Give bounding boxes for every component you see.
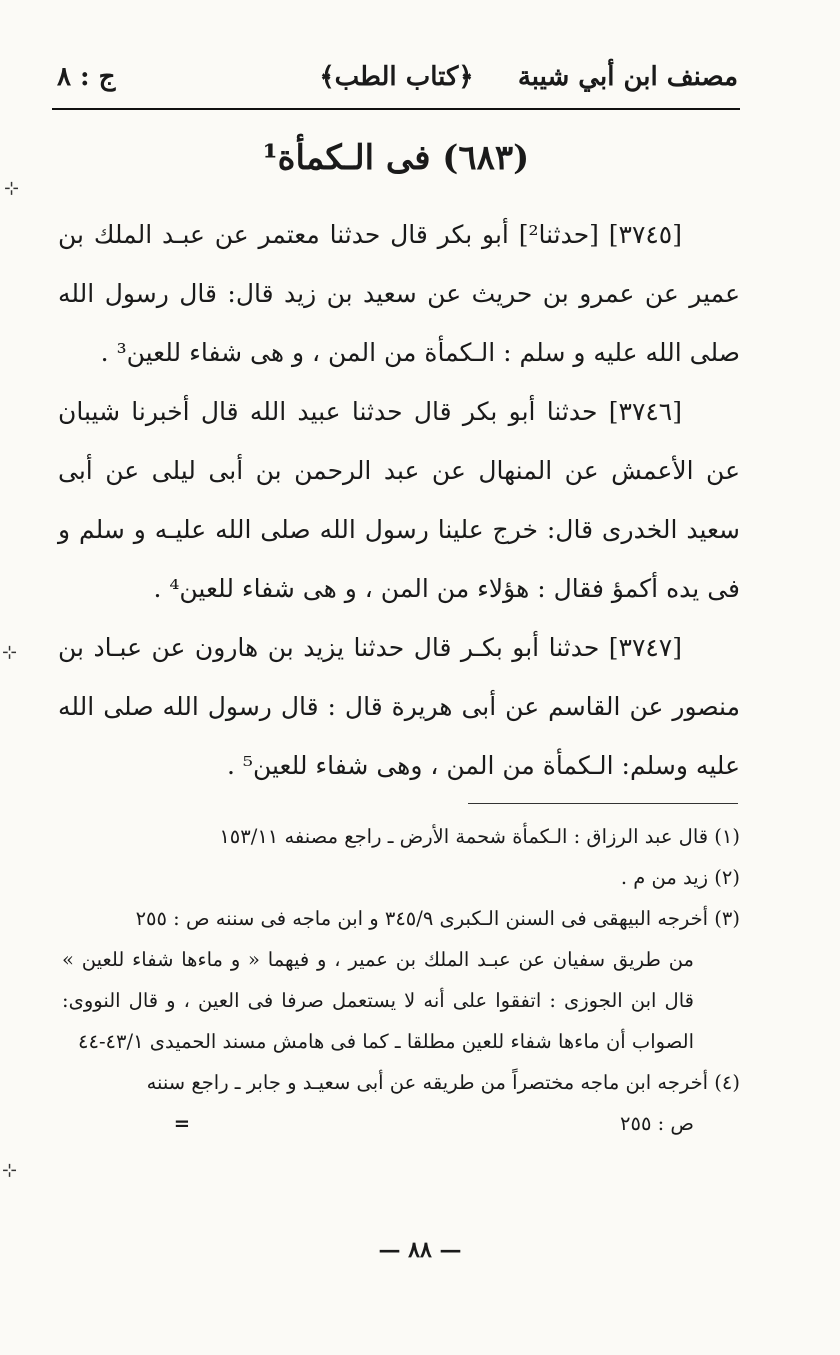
hadith-3746: [٣٧٤٦] حدثنا أبو بكر قال حدثنا عبيد الله قال أخبرنا شيبان عن الأعمش عن المنهال عن عبد الرحمن بن أبى ليلى عن أبى سعيد الخدرى قال: خرج علينا رسول الله صلى الله عليـه و سلم و فى يده أكمؤ فقال : هؤلاء من المن ، و هى شفاء للعين⁴ . xyxy=(58,397,740,603)
footnote-2: (٢) زيد من م . xyxy=(620,866,740,889)
page-number: — ٨٨ — xyxy=(378,1237,462,1263)
hadith-3745: [٣٧٤٥] [حدثنا²] أبو بكر قال حدثنا معتمر عن عبـد الملك بن عمير عن عمرو بن حريث عن سعيد بن زيد قال: قال رسول الله صلى الله عليه و سلم : الـكمأة من المن ، و هى شفاء للعين³ . xyxy=(58,220,740,367)
footnote-rule xyxy=(468,803,738,804)
main-text xyxy=(58,205,740,795)
chapter-title: (٦٨٣) فى الـكمأة¹ xyxy=(262,138,530,178)
hadith-3747: [٣٧٤٧] حدثنا أبو بكـر قال حدثنا يزيد بن هارون عن عبـاد بن منصور عن القاسم عن أبى هريرة قال : قال رسول الله صلى الله عليه وسلم: الـكمأة من المن ، وهى شفاء للعين⁵ . xyxy=(58,633,740,780)
book-title: مصنف ابن أبي شيبة xyxy=(517,62,738,92)
margin-mark: ⊹ xyxy=(4,178,20,199)
footnotes xyxy=(62,816,740,1144)
footnote-3: (٣) أخرجه البيهقى فى السنن الـكبرى ٣٤٥/٩ و ابن ماجه فى سننه ص : ٢٥٥ xyxy=(135,907,740,930)
margin-mark: ⊹ xyxy=(2,1160,18,1181)
footnote-4: (٤) أخرجه ابن ماجه مختصراً من طريقه عن أبى سعيـد و جابر ـ راجع سننه xyxy=(146,1071,740,1094)
section-title: ﴿كتاب الطب﴾ xyxy=(319,62,474,92)
header-rule xyxy=(52,108,740,110)
footnote-4-continued xyxy=(62,1103,740,1144)
running-header xyxy=(55,60,738,104)
footnote-4-page: ص : ٢٥٥ xyxy=(620,1112,694,1135)
footnote-1: (١) قال عبد الرزاق : الـكمأة شحمة الأرض ـ راجع مصنفه ١٥٣/١١ xyxy=(219,825,740,848)
volume-number: ج : ٨ xyxy=(57,62,116,92)
footnote-3-continued: من طريق سفيان عن عبـد الملك بن عمير ، و فيهما « و ماءها شفاء للعين » قال ابن الجوزى : اتفقوا على أنه لا يستعمل صرفا فى العين ، و قال النووى: الصواب أن ماءها شفاء للعين مطلقا ـ كما فى هامش مسند الحميدى ٤٣/١-٤٤ xyxy=(62,948,694,1053)
continuation-mark: = xyxy=(173,1112,191,1135)
margin-mark: ⊹ xyxy=(2,642,18,663)
